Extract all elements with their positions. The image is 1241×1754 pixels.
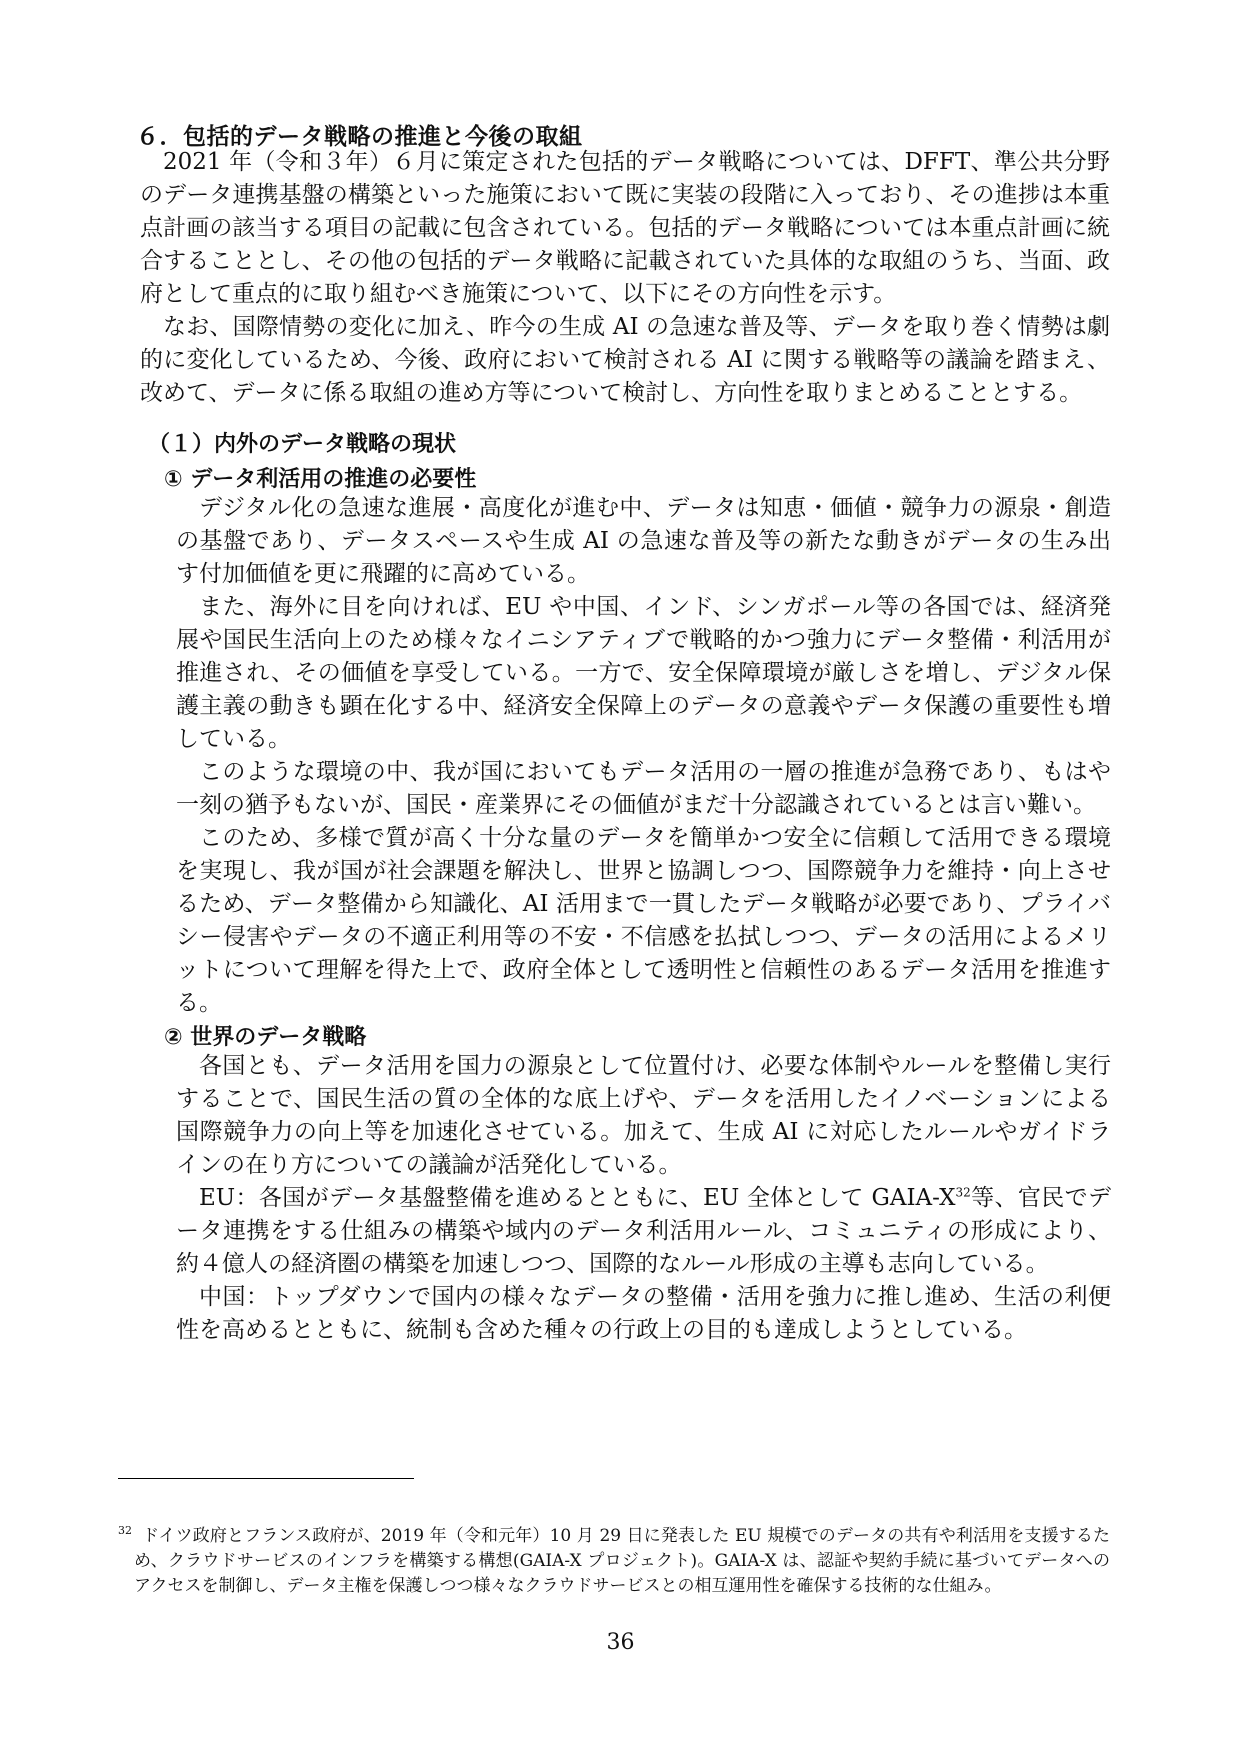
section-paragraph-2: なお、国際情勢の変化に加え、昨今の生成 AI の急速な普及等、データを取り巻く情勢は劇的に変化しているため、今後、政府において検討される AI に関する戦略等の議論を踏まえ、改めて、データに係る取組の進め方等について検討し、方向性を取りまとめることとする。: [140, 314, 1110, 406]
footnote-divider: [118, 1478, 414, 1479]
section-heading: ６．包括的データ戦略の推進と今後の取組: [136, 124, 583, 150]
footnote-text: ドイツ政府とフランス政府が、2019 年（令和元年）10 月 29 日に発表した EU 規模でのデータの共有や利活用を支援するため、クラウドサービスのインフラを構築する構想(GAIA-X プロジェクト)。GAIA-X は、認証や契約手続に基づいてデータへのアクセスを制御し、データ主権を保護しつつ様々なクラウドサービスとの相互運用性を確保する技術的な仕組み。: [134, 1526, 1110, 1596]
eu-text-after: 等、官民でデータ連携をする仕組みの構築や域内のデータ利活用ルール、コミュニティの形成により、約４億人の経済圏の構築を加速しつつ、国際的なルール形成の主導も志向している。: [176, 1185, 1111, 1277]
item2-eu-paragraph: [176, 1182, 1111, 1281]
eu-text-before: EU：各国がデータ基盤整備を進めるとともに、EU 全体として GAIA-X: [199, 1185, 956, 1211]
item1-paragraph-1: デジタル化の急速な進展・高度化が進む中、データは知恵・価値・競争力の源泉・創造の基盤であり、データスペースや生成 AI の急速な普及等の新たな動きがデータの生み出す付加価値を更に飛躍的に高めている。: [176, 495, 1111, 587]
item1-paragraph-4: このため、多様で質が高く十分な量のデータを簡単かつ安全に信頼して活用できる環境を実現し、我が国が社会課題を解決し、世界と協調しつつ、国際競争力を維持・向上させるため、データ整備から知識化、AI 活用まで一貫したデータ戦略が必要であり、プライバシー侵害やデータの不適正利用等の不安・不信感を払拭しつつ、データの活用によるメリットについて理解を得た上で、政府全体として透明性と信頼性のあるデータ活用を推進する。: [176, 825, 1111, 1016]
item2-paragraph-1: 各国とも、データ活用を国力の源泉として位置付け、必要な体制やルールを整備し実行することで、国民生活の質の全体的な底上げや、データを活用したイノベーションによる国際競争力の向上等を加速化させている。加えて、生成 AI に対応したルールやガイドラインの在り方についての議論が活発化している。: [176, 1053, 1111, 1178]
footnote: [118, 1524, 1110, 1599]
item2-heading: ② 世界のデータ戦略: [164, 1025, 367, 1050]
item1-paragraph-3: このような環境の中、我が国においてもデータ活用の一層の推進が急務であり、もはや一刻の猶予もないが、国民・産業界にその価値がまだ十分認識されているとは言い難い。: [176, 759, 1111, 818]
item2-china-paragraph: 中国：トップダウンで国内の様々なデータの整備・活用を強力に推し進め、生活の利便性を高めるとともに、統制も含めた種々の行政上の目的も達成しようとしている。: [176, 1284, 1111, 1343]
footnote-marker: 32: [118, 1524, 132, 1538]
subsection-heading: （１）内外のデータ戦略の現状: [148, 432, 457, 457]
footnote-reference: 32: [955, 1185, 971, 1200]
item1-paragraph-2: また、海外に目を向ければ、EU や中国、インド、シンガポール等の各国では、経済発展や国民生活向上のため様々なイニシアティブで戦略的かつ強力にデータ整備・利活用が推進され、その価値を享受している。一方で、安全保障環境が厳しさを増し、デジタル保護主義の動きも顕在化する中、経済安全保障上のデータの意義やデータ保護の重要性も増している。: [176, 594, 1111, 752]
item1-heading: ① データ利活用の推進の必要性: [164, 467, 477, 492]
page-number: 36: [606, 1630, 635, 1655]
section-paragraph-1: 2021 年（令和３年）６月に策定された包括的データ戦略については、DFFT、準公共分野のデータ連携基盤の構築といった施策において既に実装の段階に入っており、その進捗は本重点計画の該当する項目の記載に包含されている。包括的データ戦略については本重点計画に統合することとし、その他の包括的データ戦略に記載されていた具体的な取組のうち、当面、政府として重点的に取り組むべき施策について、以下にその方向性を示す。: [140, 149, 1110, 307]
